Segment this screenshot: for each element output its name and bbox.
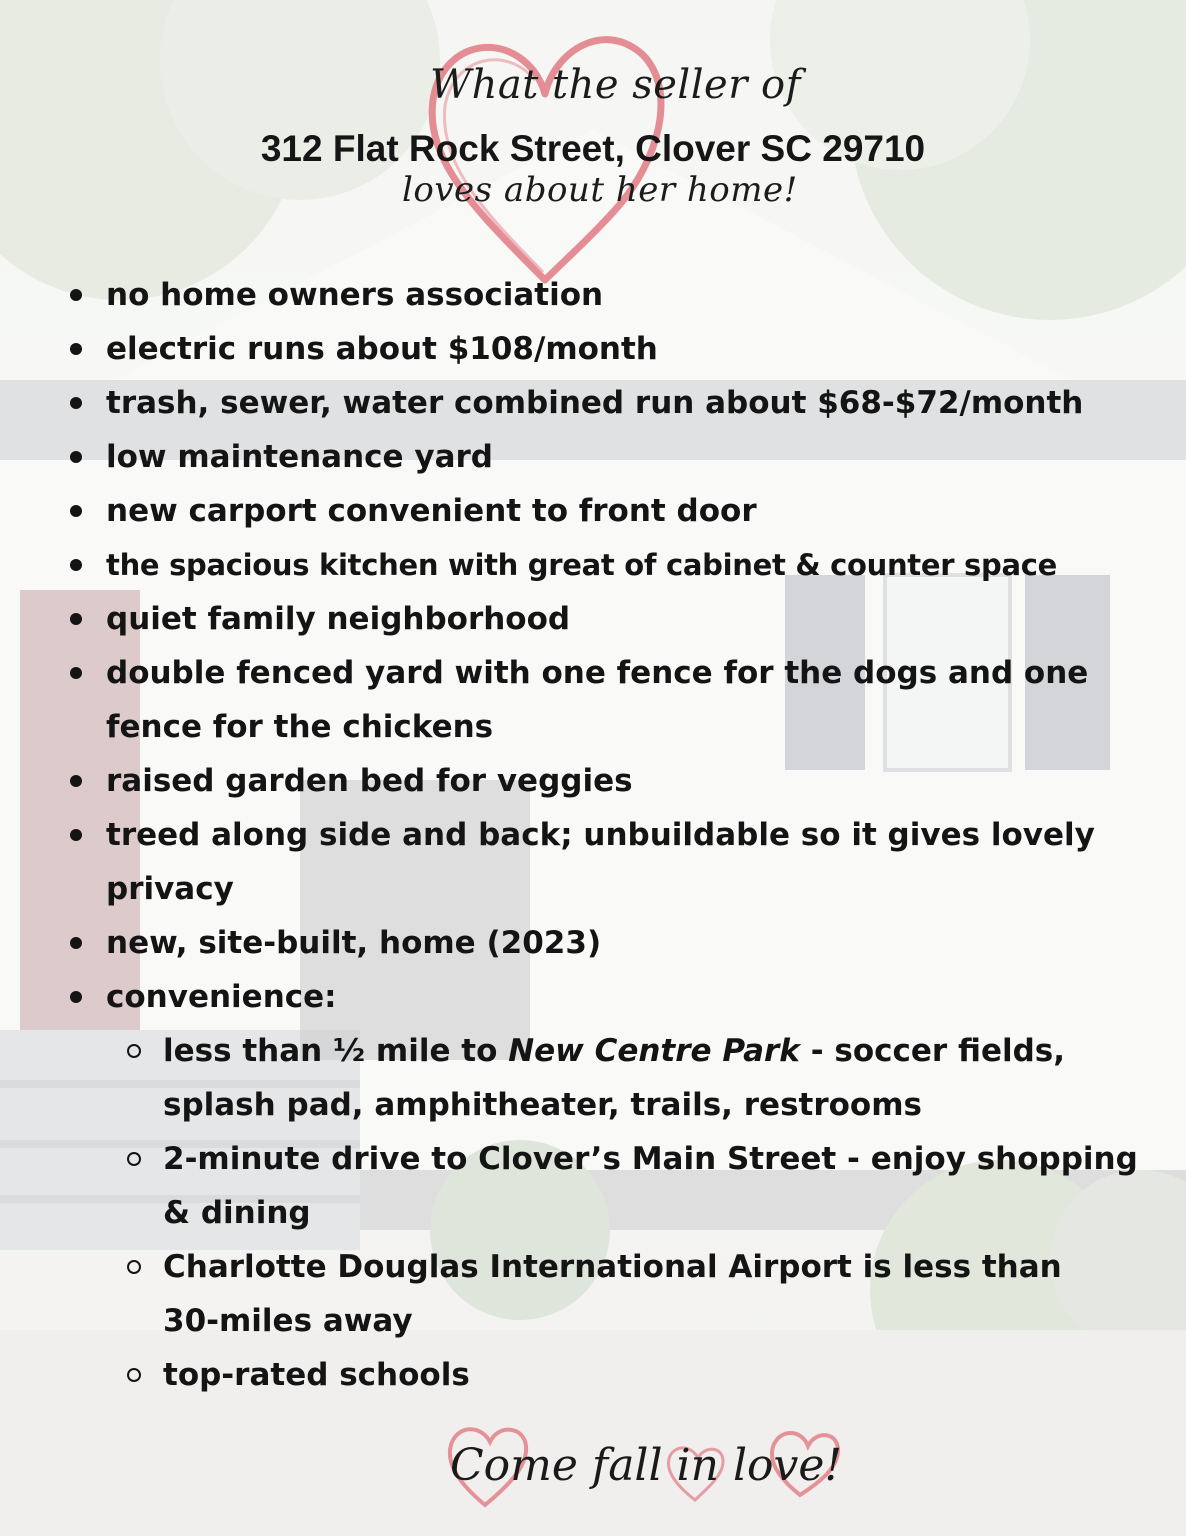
list-item (66, 754, 1166, 808)
bullet-icon (70, 991, 82, 1003)
airport-text: Charlotte Douglas International Airport is less than 30-miles away (163, 1249, 1062, 1339)
bullet-icon (70, 613, 82, 625)
header-script-top: What the seller of (430, 62, 801, 108)
list-item (66, 646, 1116, 754)
list-item-text: double fenced yard with one fence for the dogs and one fence for the chickens (106, 655, 1089, 745)
sub-list-item (106, 1240, 1123, 1348)
list-item-text: electric runs about $108/month (106, 331, 658, 367)
header-script-bottom: loves about her home! (402, 170, 798, 210)
convenience-sublist (106, 1024, 1166, 1402)
main-street-text: 2-minute drive to Clover’s Main Street - enjoy shopping & dining (163, 1141, 1138, 1231)
list-item-convenience (66, 970, 1166, 1402)
convenience-label: convenience: (106, 979, 337, 1015)
list-item-text: new, site-built, home (2023) (106, 925, 602, 961)
schools-text: top-rated schools (163, 1357, 470, 1393)
list-item (66, 808, 1126, 916)
bullet-icon (70, 667, 82, 679)
park-prefix: less than ½ mile to (163, 1033, 509, 1069)
list-item (66, 322, 1166, 376)
circle-bullet-icon (127, 1044, 141, 1058)
bullet-icon (70, 559, 82, 571)
bullet-icon (70, 343, 82, 355)
list-item-text: raised garden bed for veggies (106, 763, 633, 799)
sub-list-item (106, 1132, 1173, 1240)
features-list (66, 268, 1166, 1402)
sub-list-item (106, 1348, 1166, 1402)
footer-tagline: Come fall in love! (450, 1440, 843, 1491)
park-suffix: - soccer fields, splash pad, amphitheater, trails, restrooms (163, 1033, 1066, 1123)
bullet-icon (70, 451, 82, 463)
list-item-text: trash, sewer, water combined run about $68-$72/month (106, 385, 1084, 421)
list-item-text: no home owners association (106, 277, 604, 313)
bullet-icon (70, 505, 82, 517)
circle-bullet-icon (127, 1368, 141, 1382)
list-item (66, 484, 1166, 538)
circle-bullet-icon (127, 1152, 141, 1166)
bullet-icon (70, 289, 82, 301)
list-item-text: low maintenance yard (106, 439, 493, 475)
list-item (66, 376, 1166, 430)
list-item-text: the spacious kitchen with great of cabinet & counter space (106, 548, 1057, 582)
list-item (66, 916, 1166, 970)
list-item-text: quiet family neighborhood (106, 601, 571, 637)
list-item (66, 430, 1166, 484)
circle-bullet-icon (127, 1260, 141, 1274)
list-item (66, 538, 1166, 592)
list-item (66, 268, 1166, 322)
bullet-icon (70, 775, 82, 787)
property-address: 312 Flat Rock Street, Clover SC 29710 (260, 128, 926, 169)
list-item-text: treed along side and back; unbuildable so it gives lovely privacy (106, 817, 1095, 907)
bullet-icon (70, 937, 82, 949)
sub-list-item (106, 1024, 1123, 1132)
park-name: New Centre Park (508, 1033, 800, 1069)
bullet-icon (70, 829, 82, 841)
list-item (66, 592, 1166, 646)
list-item-text: new carport convenient to front door (106, 493, 757, 529)
bullet-icon (70, 397, 82, 409)
